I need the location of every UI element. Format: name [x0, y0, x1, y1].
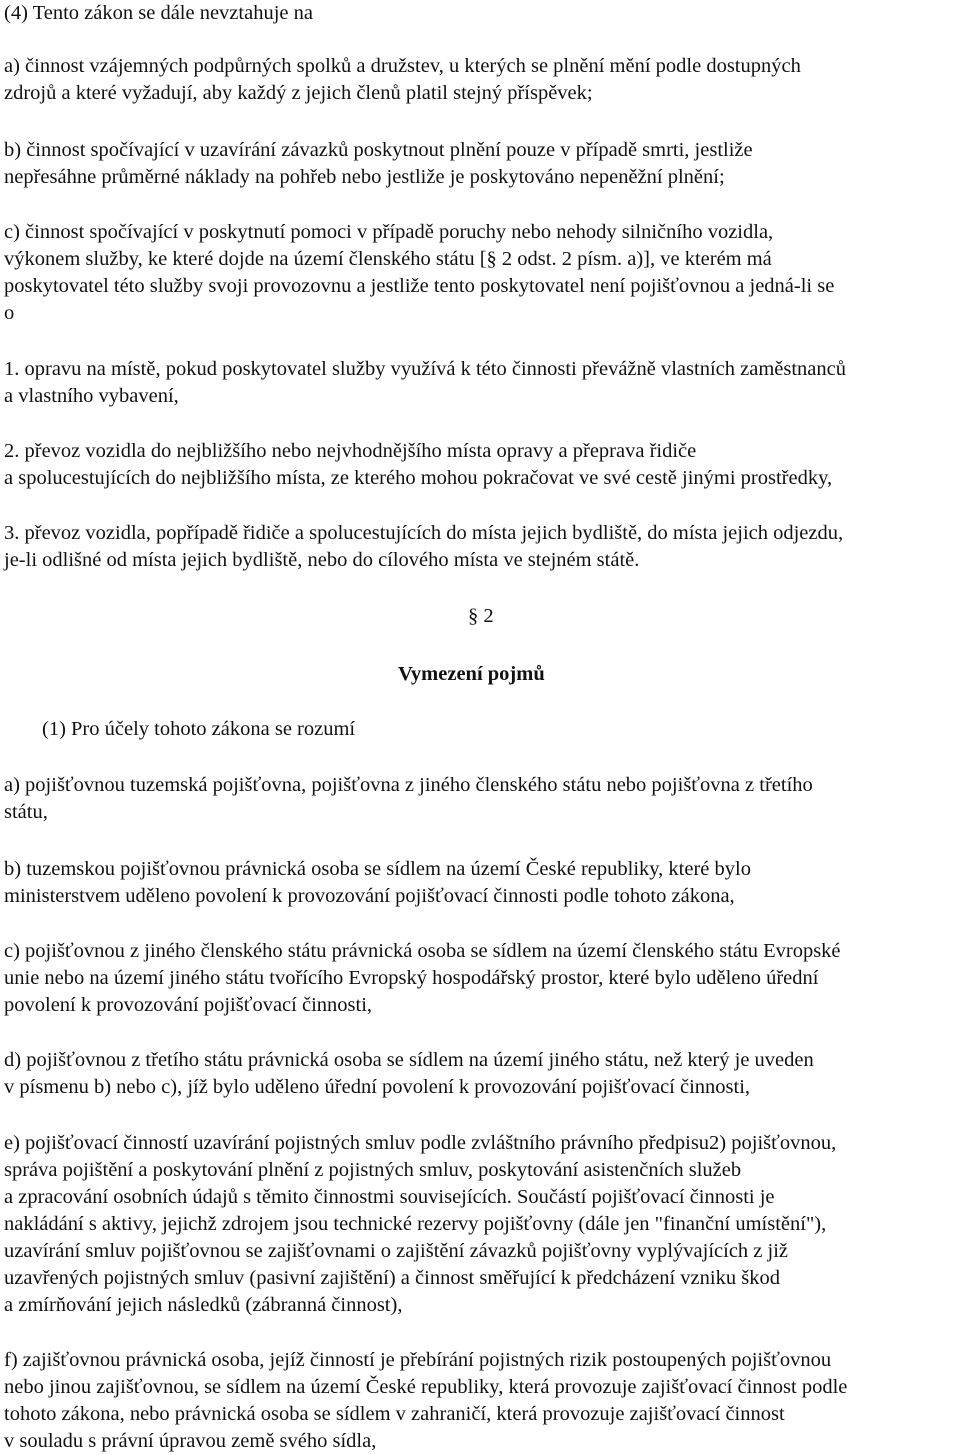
text-line: c) pojišťovnou z jiného členského státu právnická osoba se sídlem na území členského státu Evropské — [4, 940, 841, 962]
text-line: je-li odlišné od místa jejich bydliště, nebo do cílového místa ve stejném státě. — [4, 549, 640, 571]
paragraph-4-intro — [4, 0, 956, 27]
text-line: f) zajišťovnou právnická osoba, jejíž činností je přebírání pojistných rizik postoupených pojišťovnou — [4, 1349, 832, 1371]
text-line: uzavírání smluv pojišťovnou se zajišťovnami o zajištění závazků pojišťovny vyplývajících z již — [4, 1240, 789, 1262]
text-line: zdrojů a které vyžadují, aby každý z jejich členů platil stejný příspěvek; — [4, 82, 593, 104]
section-number: § 2 — [468, 605, 494, 627]
paragraph-subitem-2 — [4, 438, 956, 492]
definition-item-e — [4, 1130, 956, 1319]
paragraph-item-a — [4, 53, 956, 107]
text-line: b) činnost spočívající v uzavírání závazků poskytnout plnění pouze v případě smrti, jestliže — [4, 139, 753, 161]
text-line: (4) Tento zákon se dále nevztahuje na — [4, 2, 313, 24]
text-line: d) pojišťovnou z třetího státu právnická osoba se sídlem na území jiného státu, než který je uveden — [4, 1049, 814, 1071]
text-line: tohoto zákona, nebo právnická osoba se sídlem v zahraničí, která provozuje zajišťovací činnost — [4, 1403, 785, 1425]
text-line: výkonem služby, ke které dojde na území členského státu [§ 2 odst. 2 písm. a)], ve kterém má — [4, 248, 772, 270]
text-line: uzavřených pojistných smluv (pasivní zajištění) a činnost směřující k předcházení vzniku škod — [4, 1267, 780, 1289]
text-line: a) pojišťovnou tuzemská pojišťovna, pojišťovna z jiného členského státu nebo pojišťovna z třetího — [4, 774, 813, 796]
text-line: e) pojišťovací činností uzavírání pojistných smluv podle zvláštního právního předpisu2) pojišťovnou, — [4, 1132, 837, 1154]
text-line: a) činnost vzájemných podpůrných spolků a družstev, u kterých se plnění mění podle dostupných — [4, 55, 801, 77]
text-line: v souladu s právní úpravou země svého sídla, — [4, 1430, 377, 1452]
definition-item-c — [4, 938, 956, 1019]
text-line: unie nebo na území jiného státu tvořícího Evropský hospodářský prostor, které bylo uděleno úřední — [4, 967, 819, 989]
paragraph-subitem-1 — [4, 356, 956, 410]
text-line: správa pojištění a poskytování plnění z pojistných smluv, poskytování asistenčních služeb — [4, 1159, 742, 1181]
text-line: 3. převoz vozidla, popřípadě řidiče a spolucestujících do místa jejich bydliště, do místa jejich odjezdu, — [4, 522, 844, 544]
paragraph-subitem-3 — [4, 520, 956, 574]
text-line: poskytovatel této služby svoji provozovnu a jestliže tento poskytovatel není pojišťovnou a jedná-li se — [4, 275, 835, 297]
text-line: nakládání s aktivy, jejichž zdrojem jsou technické rezervy pojišťovny (dále jen "finanční umístění"), — [4, 1213, 827, 1235]
text-line: c) činnost spočívající v poskytnutí pomoci v případě poruchy nebo nehody silničního vozidla, — [4, 221, 774, 243]
text-line: o — [4, 302, 15, 324]
paragraph-item-b — [4, 137, 956, 191]
definition-item-b — [4, 856, 956, 910]
definition-item-f — [4, 1347, 956, 1455]
text-line: ministerstvem uděleno povolení k provozování pojišťovací činnosti podle tohoto zákona, — [4, 885, 735, 907]
definition-item-a — [4, 772, 956, 826]
text-line: b) tuzemskou pojišťovnou právnická osoba se sídlem na území České republiky, které bylo — [4, 858, 751, 880]
definition-item-d — [4, 1047, 956, 1101]
text-line: 2. převoz vozidla do nejbližšího nebo nejvhodnějšího místa opravy a přeprava řidiče — [4, 440, 697, 462]
text-line: a zmírňování jejich následků (zábranná činnost), — [4, 1294, 403, 1316]
text-line: nebo jinou zajišťovnou, se sídlem na území České republiky, která provozuje zajišťovací činnost podle — [4, 1376, 848, 1398]
text-line: v písmenu b) nebo c), jíž bylo uděleno úřední povolení k provozování pojišťovací činnosti, — [4, 1076, 751, 1098]
section-title: Vymezení pojmů — [398, 663, 545, 685]
text-line: státu, — [4, 801, 48, 823]
paragraph-item-c — [4, 219, 956, 327]
text-line: nepřesáhne průměrné náklady na pohřeb nebo jestliže je poskytováno nepeněžní plnění; — [4, 166, 725, 188]
text-line: povolení k provozování pojišťovací činnosti, — [4, 994, 373, 1016]
text-line: a spolucestujících do nejbližšího místa, ze kterého mohou pokračovat ve své cestě jinými prostředky, — [4, 467, 833, 489]
text-line: a zpracování osobních údajů s těmito činnostmi souvisejících. Součástí pojišťovací činnosti je — [4, 1186, 775, 1208]
text-line: a vlastního vybavení, — [4, 385, 179, 407]
section-intro: (1) Pro účely tohoto zákona se rozumí — [42, 718, 356, 740]
text-line: 1. opravu na místě, pokud poskytovatel služby využívá k této činnosti převážně vlastních zaměstnanců — [4, 358, 846, 380]
